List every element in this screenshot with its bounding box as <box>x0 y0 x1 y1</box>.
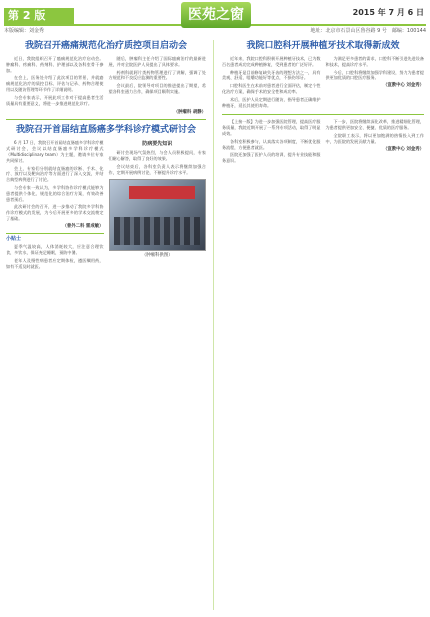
paragraph: 与会专家表示，开展此项工作对于提高患者生活质量具有重要意义，将进一步推进规范化诊疗。 <box>6 94 104 106</box>
tips-box <box>6 233 104 270</box>
photo-audience <box>114 217 200 245</box>
paragraph: 6 月 17 日，我院召开首届结直肠癌多学科诊疗模式研讨会，会议以结直肠癌多学科诊疗模式（Multidisciplinary team）为主题，邀请多位专家共同探讨。 <box>6 140 104 163</box>
paragraph: 医院还加强了医护人员的培训，提升专业技能和服务意识。 <box>222 152 321 164</box>
paragraph: 今后，口腔科将继续加强学科建设，努力为患者提供更加优质的口腔医疗服务。 <box>325 69 424 81</box>
paragraph: 此次研讨会的召开，进一步推动了我院多学科协作诊疗模式的发展，为今后开展更多的学术交流奠定了基础。 <box>6 204 104 221</box>
article-body <box>6 56 206 108</box>
article-body <box>222 56 424 110</box>
paragraph: 种植牙是目前修复缺失牙齿的理想方法之一，具有美观、舒适、咀嚼功能好等优点，不损伤邻牙。 <box>222 69 321 81</box>
paragraph: 老年人及慢性病患者应定期体检，遵医嘱用药，如有不适及时就医。 <box>6 257 104 269</box>
tips-tag: 小贴士 <box>6 235 22 242</box>
right-column <box>222 40 424 166</box>
article-byline: （宣教中心 刘金秀） <box>382 146 424 152</box>
sidebar-subhead: 防病要先知识 <box>142 141 173 148</box>
section-divider <box>222 114 424 115</box>
article-dental-implant <box>222 40 424 110</box>
article-byline: （肿瘤科 胡静） <box>173 110 206 116</box>
paragraph: 术后，医护人员定期进行随访，指导患者正确维护种植牙，延长其使用寿命。 <box>222 96 321 108</box>
paragraph: 为满足更多患者的需求，口腔科不断引进先进设备和技术，提高诊疗水平。 <box>325 56 424 67</box>
address: 地址：北京市石景山区鲁谷路 9 号 邮编：100144 <box>310 28 426 34</box>
photo-banner <box>129 186 196 199</box>
article-byline: （普外二科 雷成敏） <box>62 223 104 229</box>
article-headline: 我院召开首届结直肠癌多学科诊疗模式研讨会 <box>15 125 196 136</box>
paragraph: 口腔科医生在术前对患者进行全面评估，制定个性化治疗方案，确保手术的安全性和成功率。 <box>222 83 321 94</box>
article-body <box>222 119 424 166</box>
paragraph: 与会专家一致认为，多学科协作诊疗模式能够为患者提供个体化、规范化的综合治疗方案，有效改善患者预后。 <box>6 184 104 202</box>
paragraph: 下一步，医院将继续深化改革，推进精细化管理，为患者提供更加安全、便捷、优质的医疗服务。 <box>325 119 424 131</box>
paragraph: 夏季气温较高，人体消耗较大，应注意合理饮食，多饮水，保证充足睡眠，预防中暑。 <box>6 244 104 256</box>
photo-caption: （肿瘤科供图） <box>141 253 173 259</box>
article-cancer-pain <box>6 40 206 115</box>
issue-date: 2015 年 7 月 6 日 <box>352 8 424 17</box>
paragraph: 随后，肿瘤科主任介绍了国际癌痛治疗的最新进展，并对全院医护人员提出了具体要求。 <box>108 56 206 67</box>
paragraph: 全院职工表示，将以更加饱满的热情投入到工作中，为医院的发展贡献力量。 <box>325 132 424 144</box>
paragraph: 会议最后，院领导对项目的推进提出了期望，希望各科室通力合作，确保项目顺利实施。 <box>108 83 206 94</box>
article-byline: （宣教中心 刘金秀） <box>382 83 424 89</box>
paragraph: 研讨会现场气氛热烈，与会人员积极提问，专家们耐心解答，取得了良好的效果。 <box>108 150 206 161</box>
paragraph: 近日，我院组织召开了癌痛规范化治疗启动会。肿瘤科、疼痛科、药剂科、护理部以及各科室骨干参加。 <box>6 56 104 73</box>
paragraph: 近年来，我院口腔科积极开展种植牙技术，已为数百名患者成功完成种植修复，受到患者的广泛好评。 <box>222 56 321 67</box>
column-divider <box>213 40 214 610</box>
left-column <box>6 40 206 272</box>
paragraph: 会上，专家们分别就结直肠癌的诊断、手术、化疗、放疗以及靶向治疗等方面进行了深入交流，并结合典型病例进行了讨论。 <box>6 165 104 183</box>
paragraph: 在会上，医务处介绍了此次项目的背景，并就癌痛规范化治疗的质控目标、评估与记录、药物合理使用以及随访管理等环节作了详细说明。 <box>6 75 104 92</box>
paragraph: 各科室积极参与，认真落实各项制度，不断优化服务流程，方便患者就医。 <box>222 138 321 150</box>
masthead-subline <box>4 27 426 35</box>
masthead <box>0 0 430 34</box>
article-body <box>6 140 206 271</box>
section-title: 医苑之窗 <box>181 2 251 28</box>
article-headline: 我院召开癌痛规范化治疗质控项目启动会 <box>24 41 187 51</box>
paragraph: 会议结束后，各科室负责人表示将继续加强合作，定期开展病例讨论，不断提升诊疗水平。 <box>108 163 206 175</box>
article-continued <box>222 119 424 166</box>
symposium-photo <box>109 179 207 251</box>
paragraph: 药剂科就阿片类药物管理进行了讲解，强调了处方规范和不良反应监测的重要性。 <box>108 69 206 81</box>
article-headline: 我院口腔科开展种植牙技术取得新成效 <box>246 41 400 51</box>
edition-label: 第 2 版 <box>4 8 74 24</box>
section-divider <box>6 119 206 120</box>
editor-credit: 本版编辑：刘金秀 <box>4 28 45 34</box>
paragraph: 【上接一版】为进一步加强医院管理，提高医疗服务质量，我院近期开展了一系列专项活动，取得了明显成效。 <box>222 119 321 136</box>
article-mdt-symposium <box>6 124 206 271</box>
